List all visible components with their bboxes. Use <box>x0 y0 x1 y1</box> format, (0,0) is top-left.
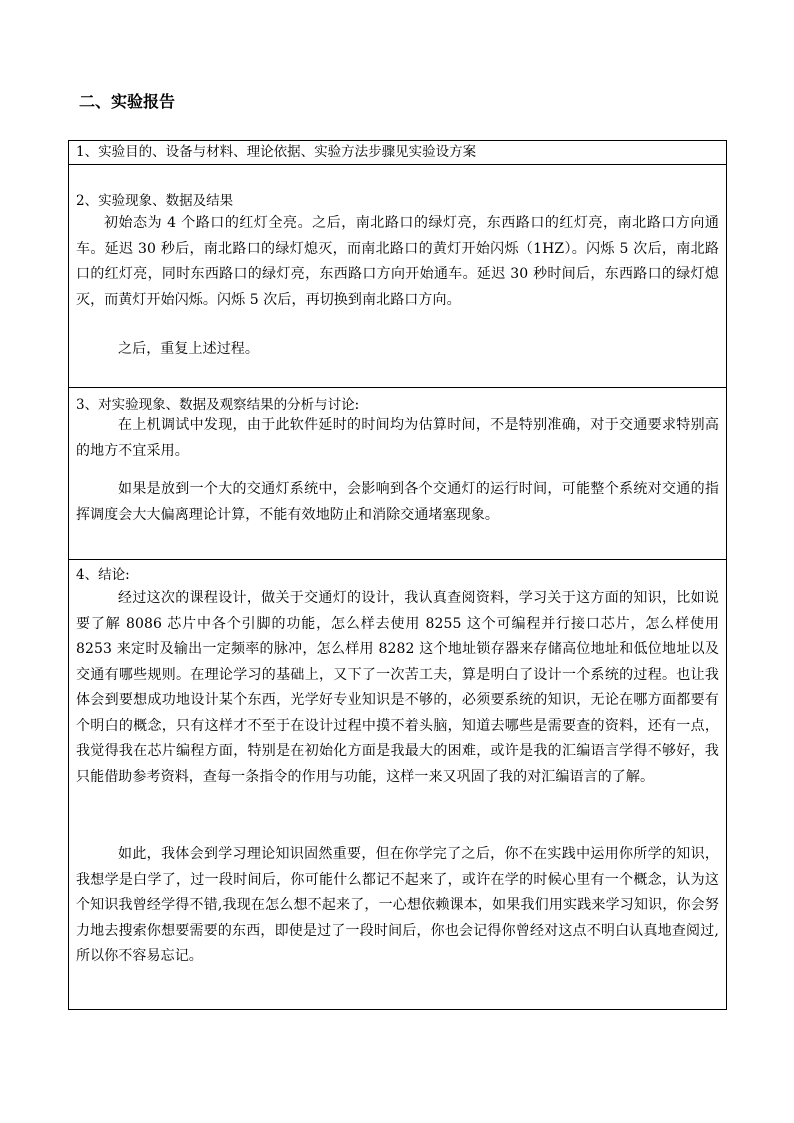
paragraph: 如此，我体会到学习理论知识固然重要，但在你学完了之后，你不在实践中运用你所学的知识，我想学是白学了，过一段时间后，你可能什么都记不起来了，或许在学的时候心里有一个概念，认为这个知识我曾经学得不错,我现在怎么想不起来了，一心想依赖课本，如果我们用实践来学习知识，你会努力地去搜索你想要需要的东西，即使是过了一段时间后，你也会记得你曾经对这点不明白认真地查阅过,所以你不容易忘记。 <box>76 846 719 964</box>
section-analysis <box>69 387 726 559</box>
paragraph: 在上机调试中发现，由于此软件延时的时间均为估算时间，不是特别准确，对于交通要求特别高的地方不宜采用。 <box>76 417 719 459</box>
section-purpose <box>69 141 726 164</box>
paragraph: 初始态为 4 个路口的红灯全亮。之后，南北路口的绿灯亮，东西路口的红灯亮，南北路口方向通车。延迟 30 秒后，南北路口的绿灯熄灭，而南北路口的黄灯开始闪烁（1HZ）。闪烁 5 次后，南北路口的红灯亮，同时东西路口的绿灯亮，东西路口方向开始通车。延迟 30 秒时间后，东西路口的绿灯熄灭，而黄灯开始闪烁。闪烁 5 次后，再切换到南北路口方向。 <box>76 215 719 308</box>
section-title: 4、结论: <box>76 567 130 583</box>
section-phenomena <box>69 164 726 387</box>
section-conclusion <box>69 559 726 1009</box>
report-table <box>68 140 727 1010</box>
paragraph: 之后，重复上述过程。 <box>118 341 259 357</box>
section-title: 2、实验现象、数据及结果 <box>76 193 234 209</box>
section-title: 3、对实验现象、数据及观察结果的分析与讨论: <box>76 397 360 413</box>
paragraph: 如果是放到一个大的交通灯系统中，会影响到各个交通灯的运行时间，可能整个系统对交通的指挥调度会大大偏离理论计算，不能有效地防止和消除交通堵塞现象。 <box>76 481 719 523</box>
paragraph: 经过这次的课程设计，做关于交通灯的设计，我认真查阅资料，学习关于这方面的知识，比如说要了解 8086 芯片中各个引脚的功能，怎么样去使用 8255 这个可编程并行接口芯片，怎么样使用 8253 来定时及输出一定频率的脉冲，怎么样用 8282 这个地址锁存器来存储高位地址和低位地址以及交通有哪些规则。在理论学习的基础上，又下了一次苦工夫，算是明白了设计一个系统的过程。也让我体会到要想成功地设计某个东西，光学好专业知识是不够的，必须要系统的知识，无论在哪方面都要有个明白的概念，只有这样才不至于在设计过程中摸不着头脑，知道去哪些是需要查的资料，还有一点，我觉得我在芯片编程方面，特别是在初始化方面是我最大的困难，或许是我的汇编语言学得不够好，我只能借助参考资料，查每一条指令的作用与功能，这样一来又巩固了我的对汇编语言的了解。 <box>76 590 719 785</box>
report-heading: 二、实验报告 <box>79 92 176 111</box>
section-title: 1、实验目的、设备与材料、理论依据、实验方法步骤见实验设方案 <box>76 144 477 160</box>
